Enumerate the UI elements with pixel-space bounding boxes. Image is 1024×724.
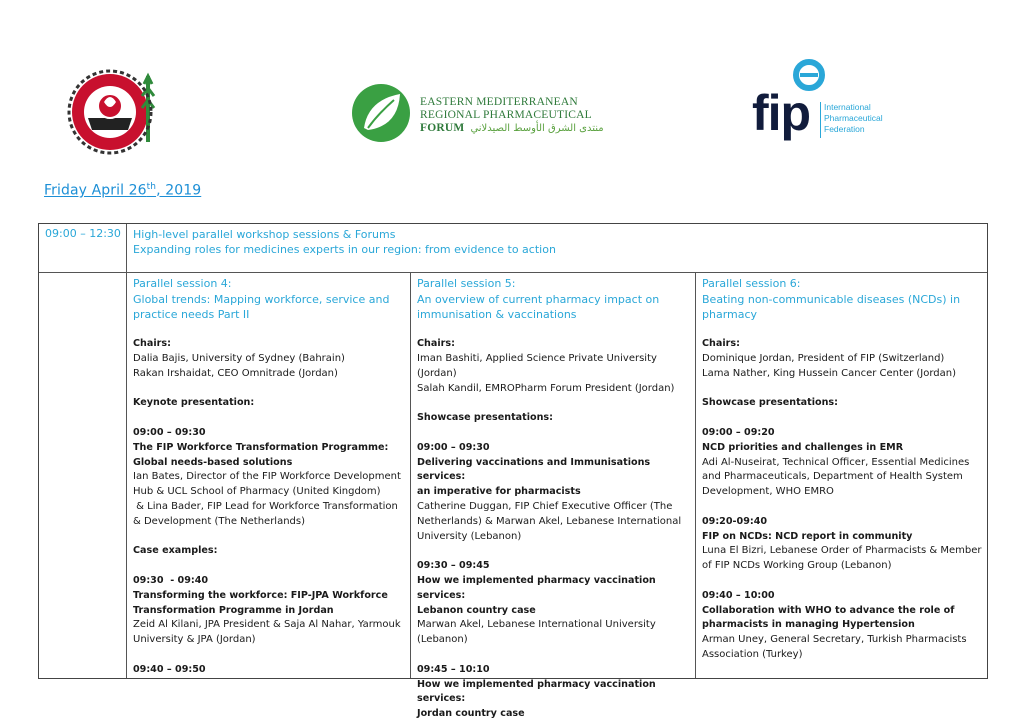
talk-time: 09:30 - 09:40 bbox=[133, 575, 209, 587]
date-main: Friday April 26 bbox=[44, 182, 147, 199]
session-title: An overview of current pharmacy impact on bbox=[417, 292, 660, 306]
schedule-table bbox=[38, 223, 988, 720]
talk-time: 09:40 – 09:50 bbox=[133, 663, 206, 675]
talk-title: Jordan country case bbox=[417, 708, 525, 720]
talk-speakers: University (Lebanon) bbox=[417, 530, 522, 542]
fip-logo bbox=[752, 58, 902, 148]
fip-line1: International bbox=[824, 102, 871, 112]
talk-time: 09:20-09:40 bbox=[702, 515, 768, 527]
session-title: Beating non-communicable diseases (NCDs) in bbox=[702, 292, 961, 306]
session-title: pharmacy bbox=[702, 308, 758, 321]
chair: Dalia Bajis, University of Sydney (Bahrain) bbox=[133, 353, 345, 365]
talk-speakers: Arman Uney, General Secretary, Turkish Pharmacists bbox=[702, 634, 967, 646]
leaf-icon bbox=[350, 82, 414, 144]
talk-title: pharmacists in managing Hypertension bbox=[702, 619, 915, 631]
emr-forum-word: FORUM bbox=[420, 122, 465, 134]
talk-speakers: of FIP NCDs Working Group (Lebanon) bbox=[702, 560, 892, 572]
session-4-column bbox=[133, 276, 408, 678]
block-header bbox=[133, 227, 556, 257]
session-6-column bbox=[702, 276, 984, 663]
talk-speakers: Adi Al-Nuseirat, Technical Officer, Essential Medicines bbox=[702, 456, 970, 468]
session-title: Parallel session 4: bbox=[133, 277, 232, 290]
session-title: immunisation & vaccinations bbox=[417, 308, 577, 321]
emr-forum-logo bbox=[350, 82, 604, 144]
talk-time: 09:45 – 10:10 bbox=[417, 663, 490, 675]
fip-line3: Federation bbox=[824, 124, 865, 134]
block-title: High-level parallel workshop sessions & Forums bbox=[133, 228, 396, 241]
chair: Rakan Irshaidat, CEO Omnitrade (Jordan) bbox=[133, 367, 338, 379]
chairs-label: Chairs: bbox=[133, 338, 171, 350]
chairs-label: Chairs: bbox=[702, 338, 740, 350]
talk-title: Global needs-based solutions bbox=[133, 456, 293, 468]
talk-title: an imperative for pharmacists bbox=[417, 486, 581, 498]
talk-time: 09:00 – 09:30 bbox=[417, 441, 490, 453]
chair: Salah Kandil, EMROPharm Forum President (Jordan) bbox=[417, 382, 675, 394]
section-label: Keynote presentation: bbox=[133, 397, 255, 409]
chair: Lama Nather, King Hussein Cancer Center (Jordan) bbox=[702, 367, 957, 379]
talk-speakers: Catherine Duggan, FIP Chief Executive Officer (The bbox=[417, 501, 673, 513]
talk-title: How we implemented pharmacy vaccination services: bbox=[417, 575, 656, 601]
jpa-logo bbox=[66, 62, 162, 158]
talk-title: Lebanon country case bbox=[417, 604, 536, 616]
talk-time: 09:00 – 09:20 bbox=[702, 427, 775, 439]
session-title: Parallel session 6: bbox=[702, 277, 801, 290]
talk-speakers: Netherlands) & Marwan Akel, Lebanese International bbox=[417, 515, 682, 527]
talk-title: NCD priorities and challenges in EMR bbox=[702, 441, 904, 453]
section-label: Showcase presentations: bbox=[702, 397, 838, 409]
table-divider bbox=[410, 272, 411, 678]
talk-speakers: and Pharmaceuticals, Department of Health System bbox=[702, 471, 963, 483]
talk-title: The FIP Workforce Transformation Programme: bbox=[133, 441, 389, 453]
fip-full-name bbox=[824, 102, 883, 135]
talk-speakers: Development, WHO EMRO bbox=[702, 486, 834, 498]
fip-divider bbox=[820, 102, 821, 138]
talk-speakers: Luna El Bizri, Lebanese Order of Pharmacists & Member bbox=[702, 545, 982, 557]
table-divider bbox=[126, 224, 127, 678]
session-title: Parallel session 5: bbox=[417, 277, 516, 290]
talk-speakers: & Development (The Netherlands) bbox=[133, 515, 306, 527]
talk-time: 09:40 – 10:00 bbox=[702, 589, 775, 601]
section-label: Case examples: bbox=[133, 545, 218, 557]
page-date bbox=[44, 182, 201, 199]
block-time: 09:00 – 12:30 bbox=[45, 227, 121, 240]
talk-speakers: Association (Turkey) bbox=[702, 649, 803, 661]
table-divider bbox=[695, 272, 696, 678]
talk-time: 09:00 – 09:30 bbox=[133, 427, 206, 439]
date-year: , 2019 bbox=[156, 182, 202, 199]
talk-speakers: University & JPA (Jordan) bbox=[133, 634, 256, 646]
emr-name-line2: REGIONAL PHARMACEUTICAL bbox=[420, 109, 592, 121]
session-title: practice needs Part II bbox=[133, 308, 250, 321]
fip-line2: Pharmaceutical bbox=[824, 113, 883, 123]
talk-title: FIP on NCDs: NCD report in community bbox=[702, 530, 913, 542]
talk-title: How we implemented pharmacy vaccination services: bbox=[417, 678, 656, 705]
talk-title: Transforming the workforce: FIP-JPA Workforce bbox=[133, 589, 388, 601]
block-subtitle: Expanding roles for medicines experts in our region: from evidence to action bbox=[133, 243, 556, 256]
emr-name-line1: EASTERN MEDITERRANEAN bbox=[420, 96, 578, 108]
talk-title: Transformation Programme in Jordan bbox=[133, 604, 334, 616]
talk-title: Delivering vaccinations and Immunisations services: bbox=[417, 456, 651, 483]
talk-speakers: & Lina Bader, FIP Lead for Workforce Transformation bbox=[133, 501, 398, 513]
talk-speakers: Zeid Al Kilani, JPA President & Saja Al Nahar, Yarmouk bbox=[133, 619, 401, 631]
talk-title: Collaboration with WHO to advance the role of bbox=[702, 604, 955, 616]
session-5-column bbox=[417, 276, 693, 722]
talk-speakers: (Lebanon) bbox=[417, 634, 468, 646]
fip-wordmark: fip bbox=[752, 85, 811, 141]
section-label: Showcase presentations: bbox=[417, 412, 553, 424]
chair: (Jordan) bbox=[417, 367, 457, 379]
talk-speakers: Marwan Akel, Lebanese International University bbox=[417, 619, 656, 631]
talk-time: 09:30 – 09:45 bbox=[417, 560, 490, 572]
chair: Iman Bashiti, Applied Science Private University bbox=[417, 353, 657, 365]
session-title: Global trends: Mapping workforce, service and bbox=[133, 292, 390, 306]
chairs-label: Chairs: bbox=[417, 338, 455, 350]
date-suffix: th bbox=[146, 182, 157, 192]
talk-speakers: Ian Bates, Director of the FIP Workforce Development bbox=[133, 471, 401, 483]
talk-speakers: Hub & UCL School of Pharmacy (United Kingdom) bbox=[133, 486, 381, 498]
emr-arabic-name: منتدى الشرق الأوسط الصيدلاني bbox=[470, 123, 604, 134]
emr-name-line3 bbox=[420, 122, 604, 134]
table-divider bbox=[39, 272, 987, 273]
chair: Dominique Jordan, President of FIP (Switzerland) bbox=[702, 353, 945, 365]
